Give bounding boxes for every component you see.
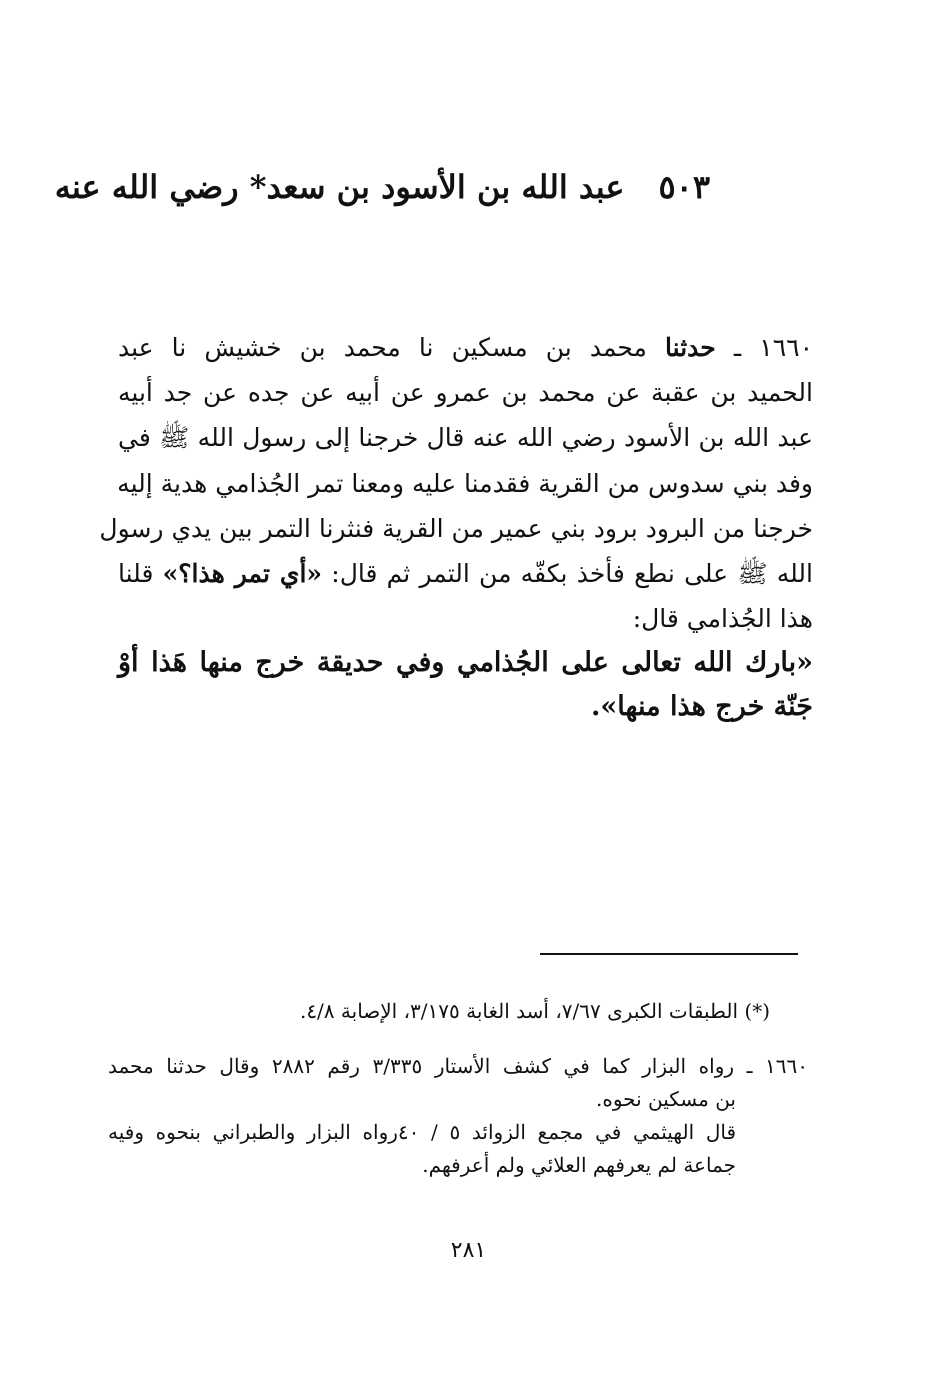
hadith-line-text: محمد بن مسكين نا محمد بن خشيش نا عبد [118, 333, 647, 362]
footnote-line: ١٦٦٠ ـ رواه البزار كما في كشف الأستار ٣/٣٣٥ رقم ٢٨٨٢ وقال حدثنا محمد [108, 1054, 808, 1078]
hadith-lead-word: حدثنا [665, 333, 716, 362]
hadith-line: هذا الجُذامي قال: [632, 604, 813, 634]
page-number: ٢٨١ [450, 1238, 487, 1263]
footnote-sources: (*) الطبقات الكبرى ٧/٦٧، أسد الغابة ٣/١٧٥، الإصابة ٤/٨. [299, 999, 770, 1023]
chapter-title-text: عبد الله بن الأسود بن سعد* رضي الله عنه [54, 168, 625, 206]
hadith-line: وفد بني سدوس من القرية فقدمنا عليه ومعنا تمر الجُذامي هدية إليه [117, 468, 813, 498]
hadith-line: عبد الله بن الأسود رضي الله عنه قال خرجنا إلى رسول الله ﷺ في [118, 423, 813, 453]
footnote-line: قال الهيثمي في مجمع الزوائد ٥ / ٤٠رواه البزار والطبراني بنحوه وفيه [108, 1120, 737, 1144]
footnote-line: جماعة لم يعرفهم العلائي ولم أعرفهم. [422, 1153, 736, 1177]
hadith-line-text: الله ﷺ على نطع فأخذ بكفّه من التمر ثم قال: [331, 559, 813, 589]
hadith-line-text: قلنا [118, 559, 154, 589]
dua-line: جَنّة خرج هذا منها». [591, 691, 813, 723]
chapter-heading [54, 168, 710, 206]
hadith-line [118, 551, 813, 596]
hadith-line [118, 325, 813, 370]
chapter-number: ٥٠٣ [658, 168, 710, 206]
hadith-text [99, 325, 813, 729]
footnotes [108, 995, 808, 1182]
footnote-line: بن مسكين نحوه. [595, 1087, 736, 1111]
hadith-line: خرجنا من البرود برود بني عمير من القرية فنثرنا التمر بين يدي رسول [99, 513, 813, 543]
hadith-number: ١٦٦٠ ـ [733, 333, 813, 362]
dua-line: «بارك الله تعالى على الجُذامي وفي حديقة خرج منها هَذا أوْ [118, 647, 813, 679]
footnote-divider [540, 953, 798, 955]
prophet-quote: «أي تمر هذا؟» [162, 559, 323, 589]
hadith-line: الحميد بن عقبة عن محمد بن عمرو عن أبيه عن جده عن جد أبيه [118, 378, 813, 408]
